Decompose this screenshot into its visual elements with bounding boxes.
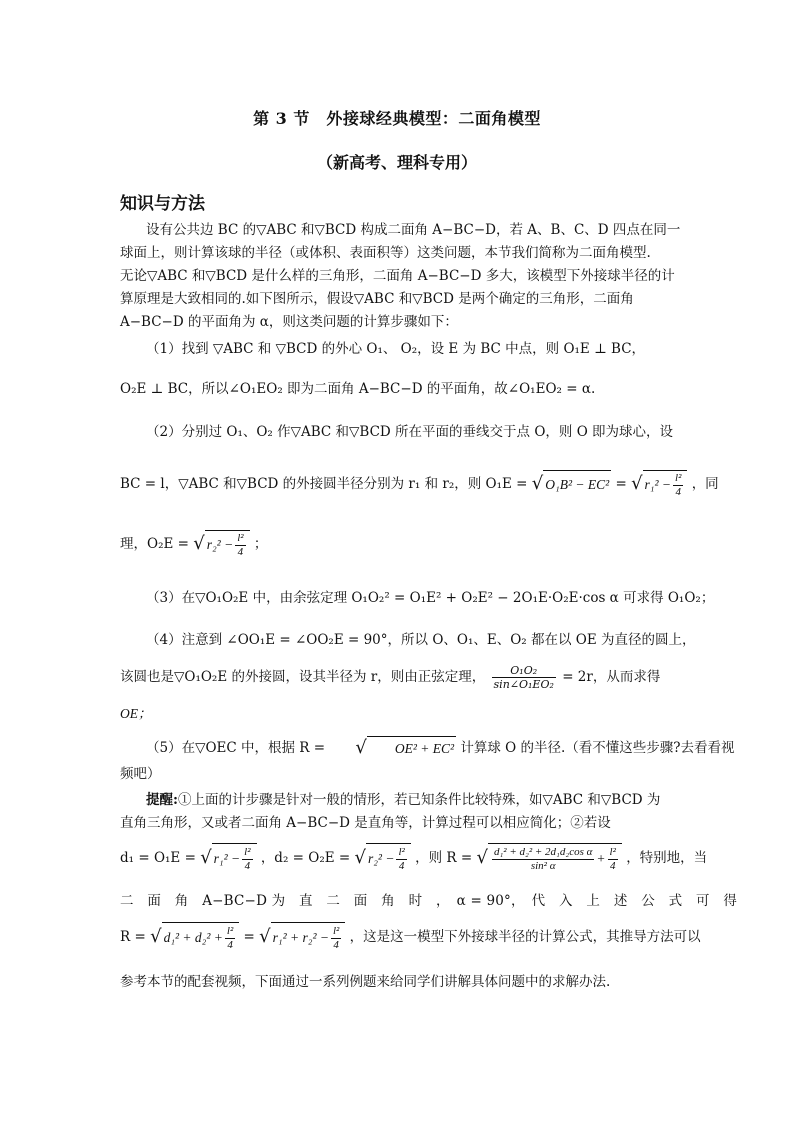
intro-line-5: A−BC−D 的平面角为 α，则这类问题的计算步骤如下：: [120, 314, 458, 330]
sqrt-final-2: √ r₁² + r₂² − $\frac{\text{l²}}{4}$: [259, 922, 345, 953]
step4-line-1: （4）注意到 ∠OO₁E = ∠OO₂E = 90°，所以 O、O₁、E、O₂ 都在以 OE 为直径的圆上，: [146, 632, 696, 648]
tip-line-2: 直角三角形，又或者二面角 A−BC−D 是直角等，计算过程可以相应简化；②若设: [120, 815, 611, 831]
intro-line-1: 设有公共边 BC 的▽ABC 和▽BCD 构成二面角 A−BC−D，若 A、B、C、D 四点在同一: [146, 222, 681, 238]
sqrt-d2: √ r₂² − $\frac{\text{l²}}{4}$: [355, 843, 411, 874]
tip-line-4: 二 面 角 A−BC−D 为 直 二 面 角 时 ， α = 90°， 代 入 上 述 公 式 可 得: [120, 893, 738, 909]
section-subtitle: （新高考、理科专用）: [316, 153, 477, 172]
sqrt-final-1: √ d₁² + d₂² + $\frac{\text{l²}}{4}$: [150, 922, 239, 953]
step1-line-2: O₂E ⊥ BC，所以∠O₁EO₂ 即为二面角 A−BC−D 的平面角，故∠O₁EO₂ = α.: [120, 381, 596, 397]
sqrt-radicand-3: r₂² −: [206, 537, 234, 552]
sqrt-expr-1: √ O₁B² − EC²: [532, 470, 611, 499]
step2-line-1: （2）分别过 O₁、O₂ 作▽ABC 和▽BCD 所在平面的垂线交于点 O，则 O 即为球心，设: [146, 424, 674, 440]
tip-text-R2: R =: [120, 929, 146, 945]
sqrt-radicand-2: r₁² −: [644, 477, 672, 492]
sqrt-expr-R: √ OE² + EC²: [329, 736, 456, 761]
fraction-sine-law: $\frac{\text{O₁O₂}}{\text{sin∠O₁EO₂}}$: [493, 664, 554, 691]
tip-line-3: [120, 843, 708, 874]
sqrt-expr-2: √ r₁² − $\frac{\text{l²}}{4}$: [631, 470, 687, 499]
knowledge-heading: 知识与方法: [120, 194, 205, 214]
intro-line-2: 球面上，则计算该球的半径（或体积、表面积等）这类问题，本节我们简称为二面角模型.: [120, 245, 651, 261]
tip-text-special: ，特别地，当: [626, 850, 708, 866]
sqrt-general-R: √ $\frac{\text{d₁² + d₂² + 2d₁d₂cos α}}{\text{sin² α}}$ + $\frac{\text{l²}}{4}$: [476, 843, 621, 874]
sqrt-expr-3: √ r₂² − $\frac{\text{l²}}{4}$: [193, 530, 249, 559]
step4-text-a: 该圆也是▽O₁O₂E 的外接圆，设其半径为 r，则由正弦定理，: [120, 669, 486, 685]
tip-line-1: [120, 788, 676, 808]
tip-line-6: 参考本节的配套视频，下面通过一系列例题来给同学们讲解具体问题中的求解办法.: [120, 974, 611, 990]
intro-line-3: 无论▽ABC 和▽BCD 是什么样的三角形，二面角 A−BC−D 多大，该模型下外接球半径的计: [120, 268, 675, 284]
tip-text-conclusion: ，这是这一模型下外接球半径的计算公式，其推导方法可以: [349, 929, 701, 945]
sqrt-radicand-R: OE² + EC²: [367, 736, 456, 761]
step4-text-b: = 2r，从而求得: [562, 669, 661, 685]
section-title: 第 3 节 外接球经典模型：二面角模型: [253, 109, 541, 128]
fraction-l2-4: $\frac{\text{l²}}{4}$: [675, 472, 682, 499]
tip-line-5: R = √ d₁² + d₂² + $\frac{\text{l²}}{4}$ = √ r₁² + r₂² − $\frac{\text{l²}}{4}$ ，这是这一模型下外接球半径的计算公式，其推导方法可以: [120, 922, 676, 953]
step4-line-2: [120, 663, 676, 691]
step5-text-c: 计算球 O 的半径.（看不懂这些步骤?去看看视: [460, 740, 735, 756]
step5-line-2: 频吧）: [120, 766, 161, 782]
intro-line-4: 算原理是大致相同的.如下图所示，假设▽ABC 和▽BCD 是两个确定的三角形，二面角: [120, 291, 634, 307]
step2-text-a: BC = l，▽ABC 和▽BCD 的外接圆半径分别为 r₁ 和 r₂，则 O₁E =: [120, 476, 528, 493]
step2-text-e: 理，O₂E =: [120, 536, 189, 553]
step3-line: （3）在▽O₁O₂E 中，由余弦定理 O₁O₂² = O₁E² + O₂E² − 2O₁E·O₂E·cos α 可求得 O₁O₂；: [146, 590, 715, 606]
step2-line-3: [120, 530, 676, 559]
step2-text-f: ；: [253, 536, 268, 553]
fraction-l2-4-b: $\frac{\text{l²}}{4}$: [237, 532, 244, 559]
step5-text-a: （5）在▽OEC 中，根据 R =: [146, 740, 326, 756]
tip-text-R: ，则 R =: [415, 850, 473, 866]
tip-text-1: ①上面的计步骤是针对一般的情形，若已知条件比较特殊，如▽ABC 和▽BCD 为: [177, 792, 661, 808]
step2-text-d: ，同: [691, 476, 719, 493]
step5-line-1: [120, 736, 735, 761]
sqrt-radicand-1: O₁B² − EC²: [543, 470, 611, 499]
step4-line-3: OE；: [120, 706, 152, 721]
tip-text-d2: ，d₂ = O₂E =: [260, 850, 351, 866]
step2-line-2: BC = l，▽ABC 和▽BCD 的外接圆半径分别为 r₁ 和 r₂，则 O₁E = √ O₁B² − EC² = √ r₁² − $\frac{\text{l²}}{4}$ ，同: [120, 470, 676, 499]
sqrt-d1: √ r₁² − $\frac{\text{l²}}{4}$: [200, 843, 256, 874]
tip-label: 提醒:: [146, 792, 178, 808]
tip-text-d1: d₁ = O₁E =: [120, 850, 196, 866]
step1-line-1: （1）找到 ▽ABC 和 ▽BCD 的外心 O₁、 O₂，设 E 为 BC 中点，则 O₁E ⊥ BC，: [146, 341, 646, 357]
